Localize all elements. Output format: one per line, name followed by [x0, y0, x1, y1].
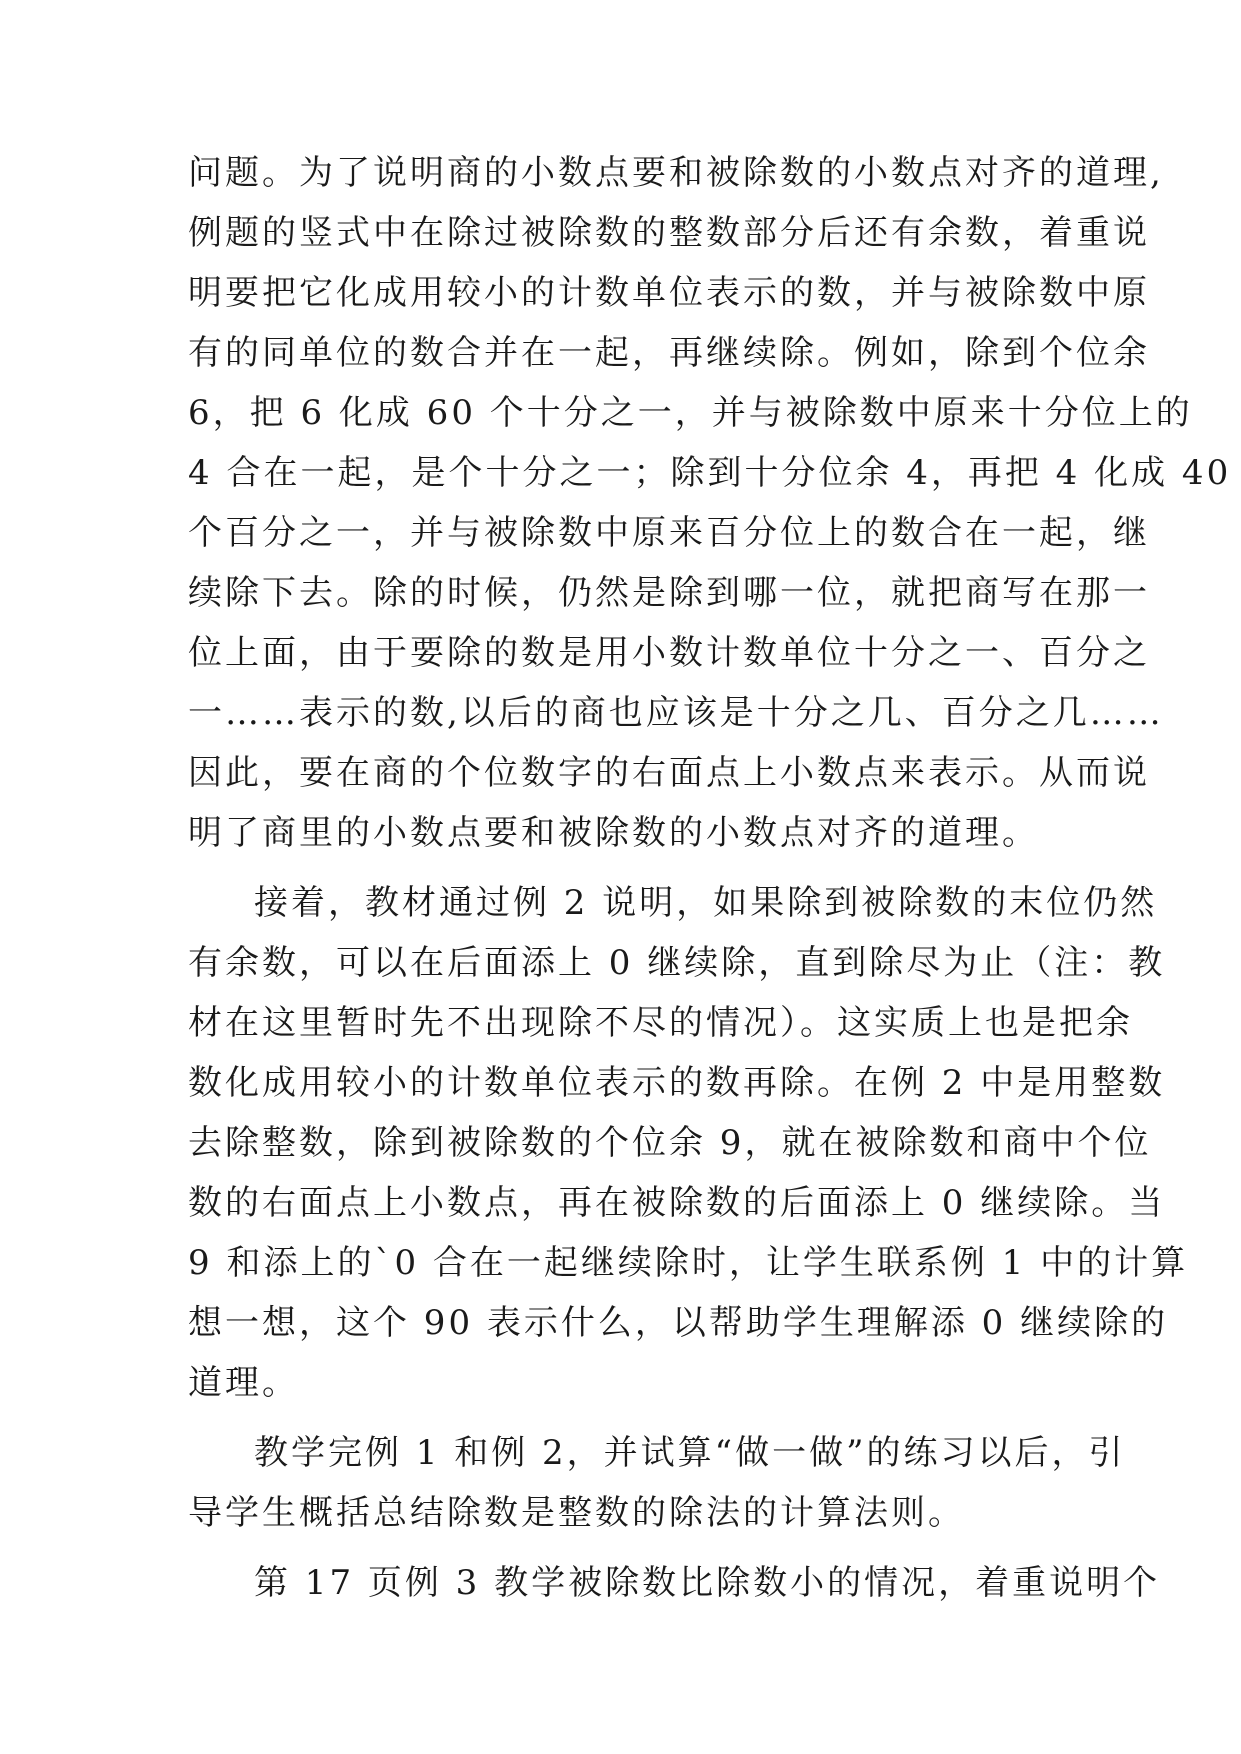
text-line: 明了商里的小数点要和被除数的小数点对齐的道理。 — [188, 813, 1039, 853]
text-line: 续除下去。除的时候，仍然是除到哪一位，就把商写在那一 — [188, 573, 1150, 613]
text-line: 导学生概括总结除数是整数的除法的计算法则。 — [188, 1493, 965, 1533]
text-line: 位上面，由于要除的数是用小数计数单位十分之一、百分之 — [188, 633, 1150, 673]
text-line: 数的右面点上小数点，再在被除数的后面添上 0 继续除。当 — [188, 1183, 1166, 1223]
text-line: 9 和添上的`0 合在一起继续除时，让学生联系例 1 中的计算 — [188, 1243, 1189, 1283]
paragraph-first-line: 第 17 页例 3 教学被除数比除数小的情况，着重说明个 — [254, 1563, 1161, 1603]
text-line: 道理。 — [188, 1363, 299, 1403]
text-line: 问题。为了说明商的小数点要和被除数的小数点对齐的道理, — [188, 153, 1164, 193]
text-line: 有的同单位的数合并在一起，再继续除。例如，除到个位余 — [188, 333, 1150, 373]
text-line: 个百分之一，并与被除数中原来百分位上的数合在一起，继 — [188, 513, 1150, 553]
paragraph-first-line: 接着，教材通过例 2 说明，如果除到被除数的末位仍然 — [254, 883, 1158, 923]
text-line: 数化成用较小的计数单位表示的数再除。在例 2 中是用整数 — [188, 1063, 1166, 1103]
text-line: 6，把 6 化成 60 个十分之一，并与被除数中原来十分位上的 — [188, 393, 1193, 433]
text-line: 材在这里暂时先不出现除不尽的情况）。这实质上也是把余 — [188, 1003, 1133, 1043]
paragraph-first-line: 教学完例 1 和例 2，并试算“做一做”的练习以后，引 — [254, 1433, 1126, 1473]
text-line: 一……表示的数,以后的商也应该是十分之几、百分之几…… — [188, 693, 1164, 733]
text-line: 有余数，可以在后面添上 0 继续除，直到除尽为止（注：教 — [188, 943, 1166, 983]
text-line: 去除整数，除到被除数的个位余 9，就在被除数和商中个位 — [188, 1123, 1152, 1163]
text-line: 4 合在一起，是个十分之一；除到十分位余 4，再把 4 化成 40 — [188, 453, 1232, 493]
text-line: 明要把它化成用较小的计数单位表示的数，并与被除数中原 — [188, 273, 1150, 313]
text-line: 因此，要在商的个位数字的右面点上小数点来表示。从而说 — [188, 753, 1150, 793]
text-line: 想一想，这个 90 表示什么，以帮助学生理解添 0 继续除的 — [188, 1303, 1169, 1343]
text-line: 例题的竖式中在除过被除数的整数部分后还有余数，着重说 — [188, 213, 1150, 253]
